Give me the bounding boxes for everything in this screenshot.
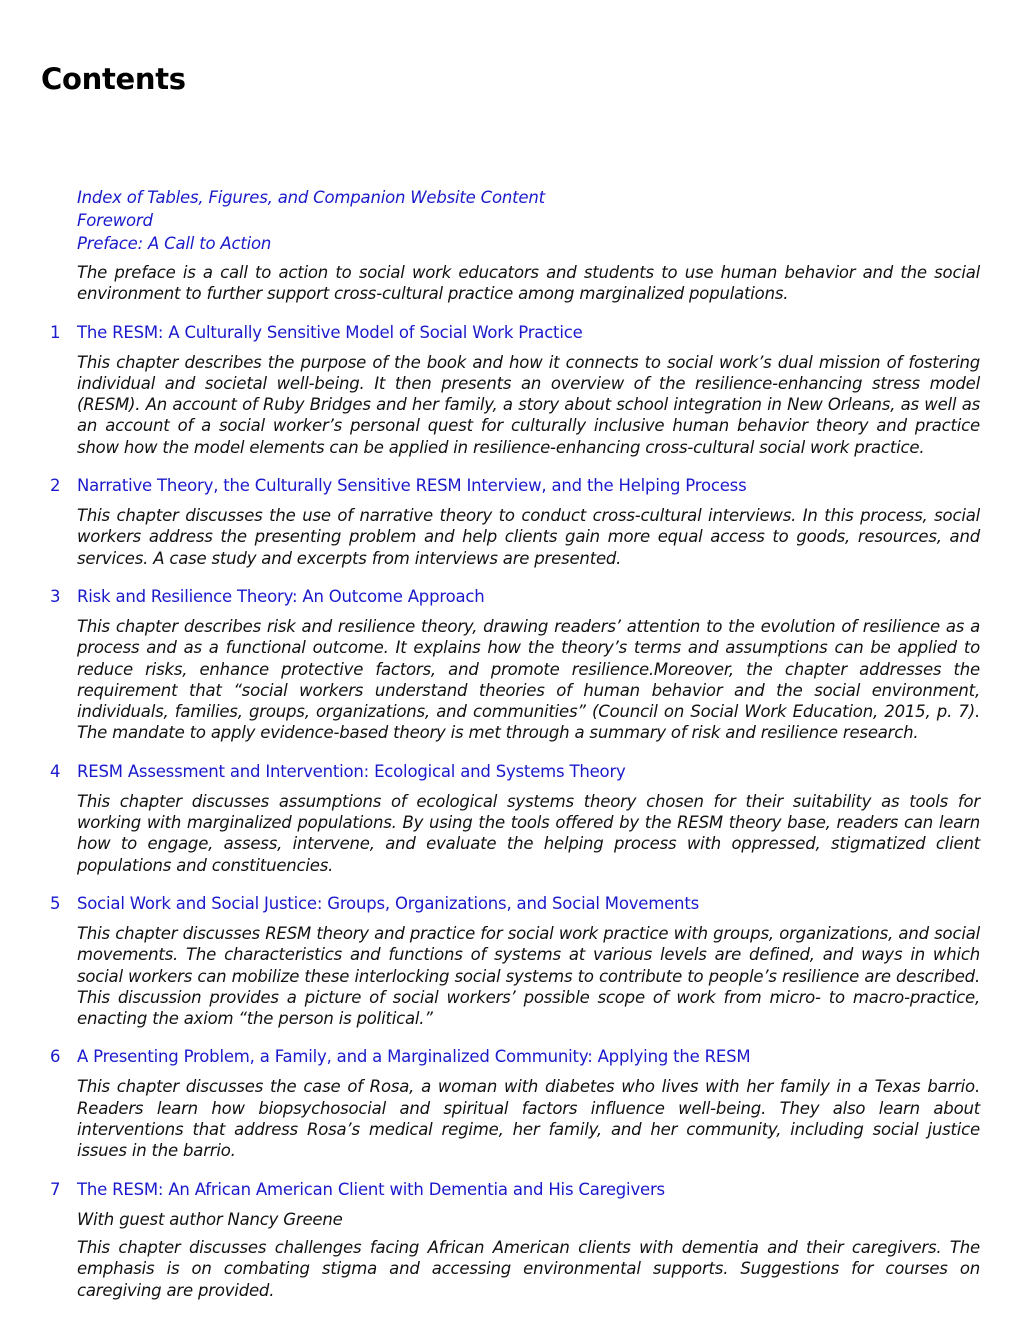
- chapter-number: 4: [50, 761, 61, 781]
- page-title: Contents: [41, 62, 186, 96]
- chapter-heading: [0, 474, 1020, 498]
- chapter-title-link[interactable]: Risk and Resilience Theory: An Outcome Approach: [77, 586, 485, 606]
- chapter-heading: [0, 1045, 1020, 1069]
- chapter-title-link[interactable]: RESM Assessment and Intervention: Ecological and Systems Theory: [77, 761, 626, 781]
- chapter-description: This chapter discusses the use of narrative theory to conduct cross-cultural interviews. In this process, social workers address the presenting problem and help clients gain more equal access to goods, resources, and services. A case study and excerpts from interviews are presented.: [77, 506, 980, 568]
- chapter-heading: [0, 760, 1020, 784]
- chapter-entry-1: [0, 321, 1020, 458]
- chapter-title-link[interactable]: The RESM: A Culturally Sensitive Model of Social Work Practice: [77, 322, 583, 342]
- chapter-number: 1: [50, 322, 61, 342]
- front-matter-link-index[interactable]: Index of Tables, Figures, and Companion Website Content: [77, 188, 545, 207]
- chapter-entry-7: [0, 1178, 1020, 1301]
- front-matter-link-preface[interactable]: Preface: A Call to Action: [77, 234, 272, 253]
- chapter-number: 2: [50, 476, 61, 496]
- chapter-number: 7: [50, 1179, 61, 1199]
- chapter-description: This chapter discusses RESM theory and practice for social work practice with groups, organizations, and social movements. The characteristics and functions of systems at various levels are defined, and ways in which social workers can mobilize these interlocking social systems to contribute to people’s resilience are described. This discussion provides a picture of social workers’ possible scope of work from micro- to macro-practice, enacting the axiom “the person is political.”: [77, 923, 980, 1029]
- chapter-title-link[interactable]: The RESM: An African American Client with Dementia and His Caregivers: [77, 1179, 665, 1199]
- chapter-description: This chapter discusses challenges facing African American clients with dementia and their caregivers. The emphasis is on combating stigma and accessing environmental supports. Suggestions for courses on caregiving are provided.: [77, 1237, 980, 1300]
- table-of-contents: [0, 186, 1020, 1301]
- chapter-title-link[interactable]: A Presenting Problem, a Family, and a Marginalized Community: Applying the RESM: [77, 1047, 751, 1067]
- chapter-description: This chapter discusses assumptions of ecological systems theory chosen for their suitability as tools for working with marginalized populations. By using the tools offered by the RESM theory base, readers can learn how to engage, assess, intervene, and evaluate the helping process with oppressed, stigmatized client populations and constituencies.: [77, 791, 980, 875]
- chapter-title-link[interactable]: Narrative Theory, the Culturally Sensitive RESM Interview, and the Helping Process: [77, 476, 747, 496]
- front-matter-link-foreword[interactable]: Foreword: [77, 211, 153, 230]
- chapter-heading: [0, 892, 1020, 916]
- guest-author-note: With guest author Nancy Greene: [77, 1209, 343, 1229]
- chapter-number: 3: [50, 586, 61, 606]
- chapter-title-link[interactable]: Social Work and Social Justice: Groups, Organizations, and Social Movements: [77, 893, 699, 913]
- chapter-description: This chapter describes risk and resilience theory, drawing readers’ attention to the evolution of resilience as a process and as a functional outcome. It explains how the theory’s terms and assumptions can be applied to reduce risks, enhance protective factors, and promote resilience.Moreover, the chapter addresses the requirement that “social workers understand theories of human behavior and the social environment, individuals, families, groups, organizations, and communities” (Council on Social Work Education, 2015, p. 7). The mandate to apply evidence-based theory is met through a summary of risk and resilience research.: [77, 616, 980, 743]
- chapter-number: 6: [50, 1047, 61, 1067]
- preface-description: The preface is a call to action to social work educators and students to use human behavior and the social environment to further support cross-cultural practice among marginalized populations.: [77, 263, 980, 304]
- chapter-heading: [0, 585, 1020, 609]
- chapter-description: This chapter discusses the case of Rosa, a woman with diabetes who lives with her family in a Texas barrio. Readers learn how biopsychosocial and spiritual factors influence well-being. They also learn about interventions that address Rosa’s medical regime, her family, and her community, including social justice issues in the barrio.: [77, 1077, 980, 1161]
- chapter-entry-6: [0, 1045, 1020, 1161]
- chapter-entry-5: [0, 892, 1020, 1029]
- chapter-heading: [0, 321, 1020, 345]
- chapter-number: 5: [50, 893, 61, 913]
- chapter-entry-2: [0, 474, 1020, 569]
- chapter-description: This chapter describes the purpose of the book and how it connects to social work’s dual mission of fostering individual and societal well-being. It then presents an overview of the resilience-enhancing stress model (RESM). An account of Ruby Bridges and her family, a story about school integration in New Orleans, as well as an account of a social worker’s personal quest for culturally inclusive human behavior theory and practice show how the model elements can be applied in resilience-enhancing cross-cultural social work practice.: [77, 352, 980, 457]
- chapter-heading: [0, 1178, 1020, 1202]
- chapter-entry-4: [0, 760, 1020, 876]
- chapter-entry-3: [0, 585, 1020, 744]
